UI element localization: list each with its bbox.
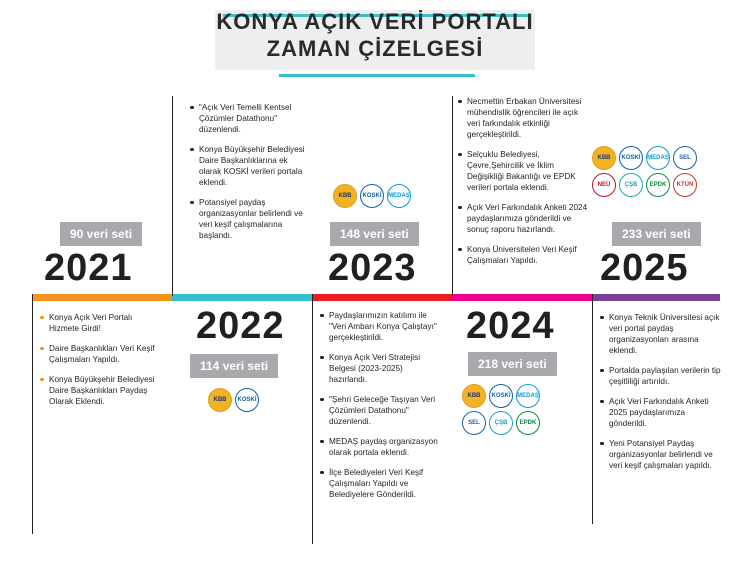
list-item: Açık Veri Farkındalık Anketi 2024 paydaşlarımıza gönderildi ve sonuç raporu hazırlandı. (458, 202, 590, 235)
csb-logo: ÇŞB (619, 173, 643, 197)
dataset-count-2022: 114 veri seti (190, 354, 278, 378)
medas-logo: MEDAŞ (387, 184, 411, 208)
year-label-2024: 2024 (466, 305, 555, 347)
kbb-logo: KBB (592, 146, 616, 170)
timeline-axis-2022 (172, 294, 312, 301)
page-title (205, 8, 545, 62)
list-item: Selçuklu Belediyesi, Çevre,Şehircilik ve İklim Değişikliği Bakanlığı ve EPDK verileri portala eklendi. (458, 149, 590, 193)
title-line-1: KONYA AÇIK VERİ PORTALI (216, 9, 534, 34)
year-label-2021: 2021 (44, 247, 133, 289)
epdk-logo: EPDK (516, 411, 540, 435)
medas-logo: MEDAŞ (646, 146, 670, 170)
logo-group-2023 (333, 184, 453, 208)
timeline-axis-2021 (32, 294, 172, 301)
list-item: Konya Açık Veri Stratejisi Belgesi (2023-2025) hazırlandı. (320, 352, 442, 385)
list-item: "Şehri Geleceğe Taşıyan Veri Çözümleri Datathonu" düzenlendi. (320, 394, 442, 427)
dataset-count-2025: 233 veri seti (612, 222, 701, 246)
neu-logo: NEÜ (592, 173, 616, 197)
tick-2023-down (312, 294, 313, 544)
list-item: Necmettin Erbakan Üniversitesi mühendislik öğrencileri ile açık veri farkındalık etkinliği gerçekleştirildi. (458, 96, 590, 140)
kbb-logo: KBB (462, 384, 486, 408)
koski-logo: KOSKİ (235, 388, 259, 412)
medas-logo: MEDAŞ (516, 384, 540, 408)
list-item: Daire Başkanlıkları Veri Keşif Çalışmaları Yapıldı. (40, 343, 160, 365)
events-2025 (600, 312, 722, 480)
events-2022 (190, 102, 310, 250)
ktun-logo: KTÜN (673, 173, 697, 197)
list-item: Konya Üniversiteleri Veri Keşif Çalışmaları Yapıldı. (458, 244, 590, 266)
csb-logo: ÇŞB (489, 411, 513, 435)
timeline-axis-2024 (452, 294, 592, 301)
timeline-axis-2025 (592, 294, 720, 301)
list-item: MEDAŞ paydaş organizasyon olarak portala eklendi. (320, 436, 442, 458)
selcuklu-logo: SEL (673, 146, 697, 170)
kbb-logo: KBB (333, 184, 357, 208)
list-item: Paydaşlarımızın katılımı ile "Veri Ambarı Konya Çalıştayı" gerçekleştirildi. (320, 310, 442, 343)
list-item: Portalda paylaşılan verilerin tip çeşitliliği artırıldı. (600, 365, 722, 387)
year-label-2023: 2023 (328, 247, 417, 289)
title-line-2: ZAMAN ÇİZELGESİ (266, 36, 484, 61)
list-item: Konya Teknik Üniversitesi açık veri portal paydaş organizasyonları arasına eklendi. (600, 312, 722, 356)
logo-group-2025 (592, 146, 704, 197)
events-2021 (40, 312, 160, 416)
logo-group-2024 (462, 384, 562, 435)
tick-2025-down (592, 294, 593, 524)
list-item: Açık Veri Farkındalık Anketi 2025 paydaşlarımıza gönderildi. (600, 396, 722, 429)
list-item: Potansiyel paydaş organizasyonlar belirlendi ve veri keşif çalışmalarına başlandı. (190, 197, 310, 241)
title-rule-bottom (279, 74, 475, 77)
logo-group-2022 (208, 388, 328, 412)
koski-logo: KOSKİ (360, 184, 384, 208)
dataset-count-2021: 90 veri seti (60, 222, 142, 246)
list-item: Konya Büyükşehir Belediyesi Daire Başkanlıkları Paydaş Olarak Eklendi. (40, 374, 160, 407)
koski-logo: KOSKİ (619, 146, 643, 170)
list-item: Yeni Potansiyel Paydaş organizasyonlar belirlendi ve veri keşif çalışmaları yapıldı. (600, 438, 722, 471)
list-item: Konya Açık Veri Portalı Hizmete Girdi! (40, 312, 160, 334)
year-label-2022: 2022 (196, 305, 285, 347)
events-2024 (458, 96, 590, 275)
tick-2022-up (172, 96, 173, 296)
list-item: İlçe Belediyeleri Veri Keşif Çalışmaları Yapıldı ve Belediyelere Gönderildi. (320, 467, 442, 500)
list-item: "Açık Veri Temelli Kentsel Çözümler Datathonu" düzenlendi. (190, 102, 310, 135)
events-2023 (320, 310, 442, 509)
koski-logo: KOSKİ (489, 384, 513, 408)
kbb-logo: KBB (208, 388, 232, 412)
list-item: Konya Büyükşehir Belediyesi Daire Başkanlıklarına ek olarak KOSKİ verileri portala eklendi. (190, 144, 310, 188)
year-label-2025: 2025 (600, 247, 689, 289)
timeline-axis-2023 (312, 294, 452, 301)
dataset-count-2024: 218 veri seti (468, 352, 557, 376)
tick-2021-down (32, 294, 33, 534)
selcuklu-logo: SEL (462, 411, 486, 435)
dataset-count-2023: 148 veri seti (330, 222, 419, 246)
epdk-logo: EPDK (646, 173, 670, 197)
